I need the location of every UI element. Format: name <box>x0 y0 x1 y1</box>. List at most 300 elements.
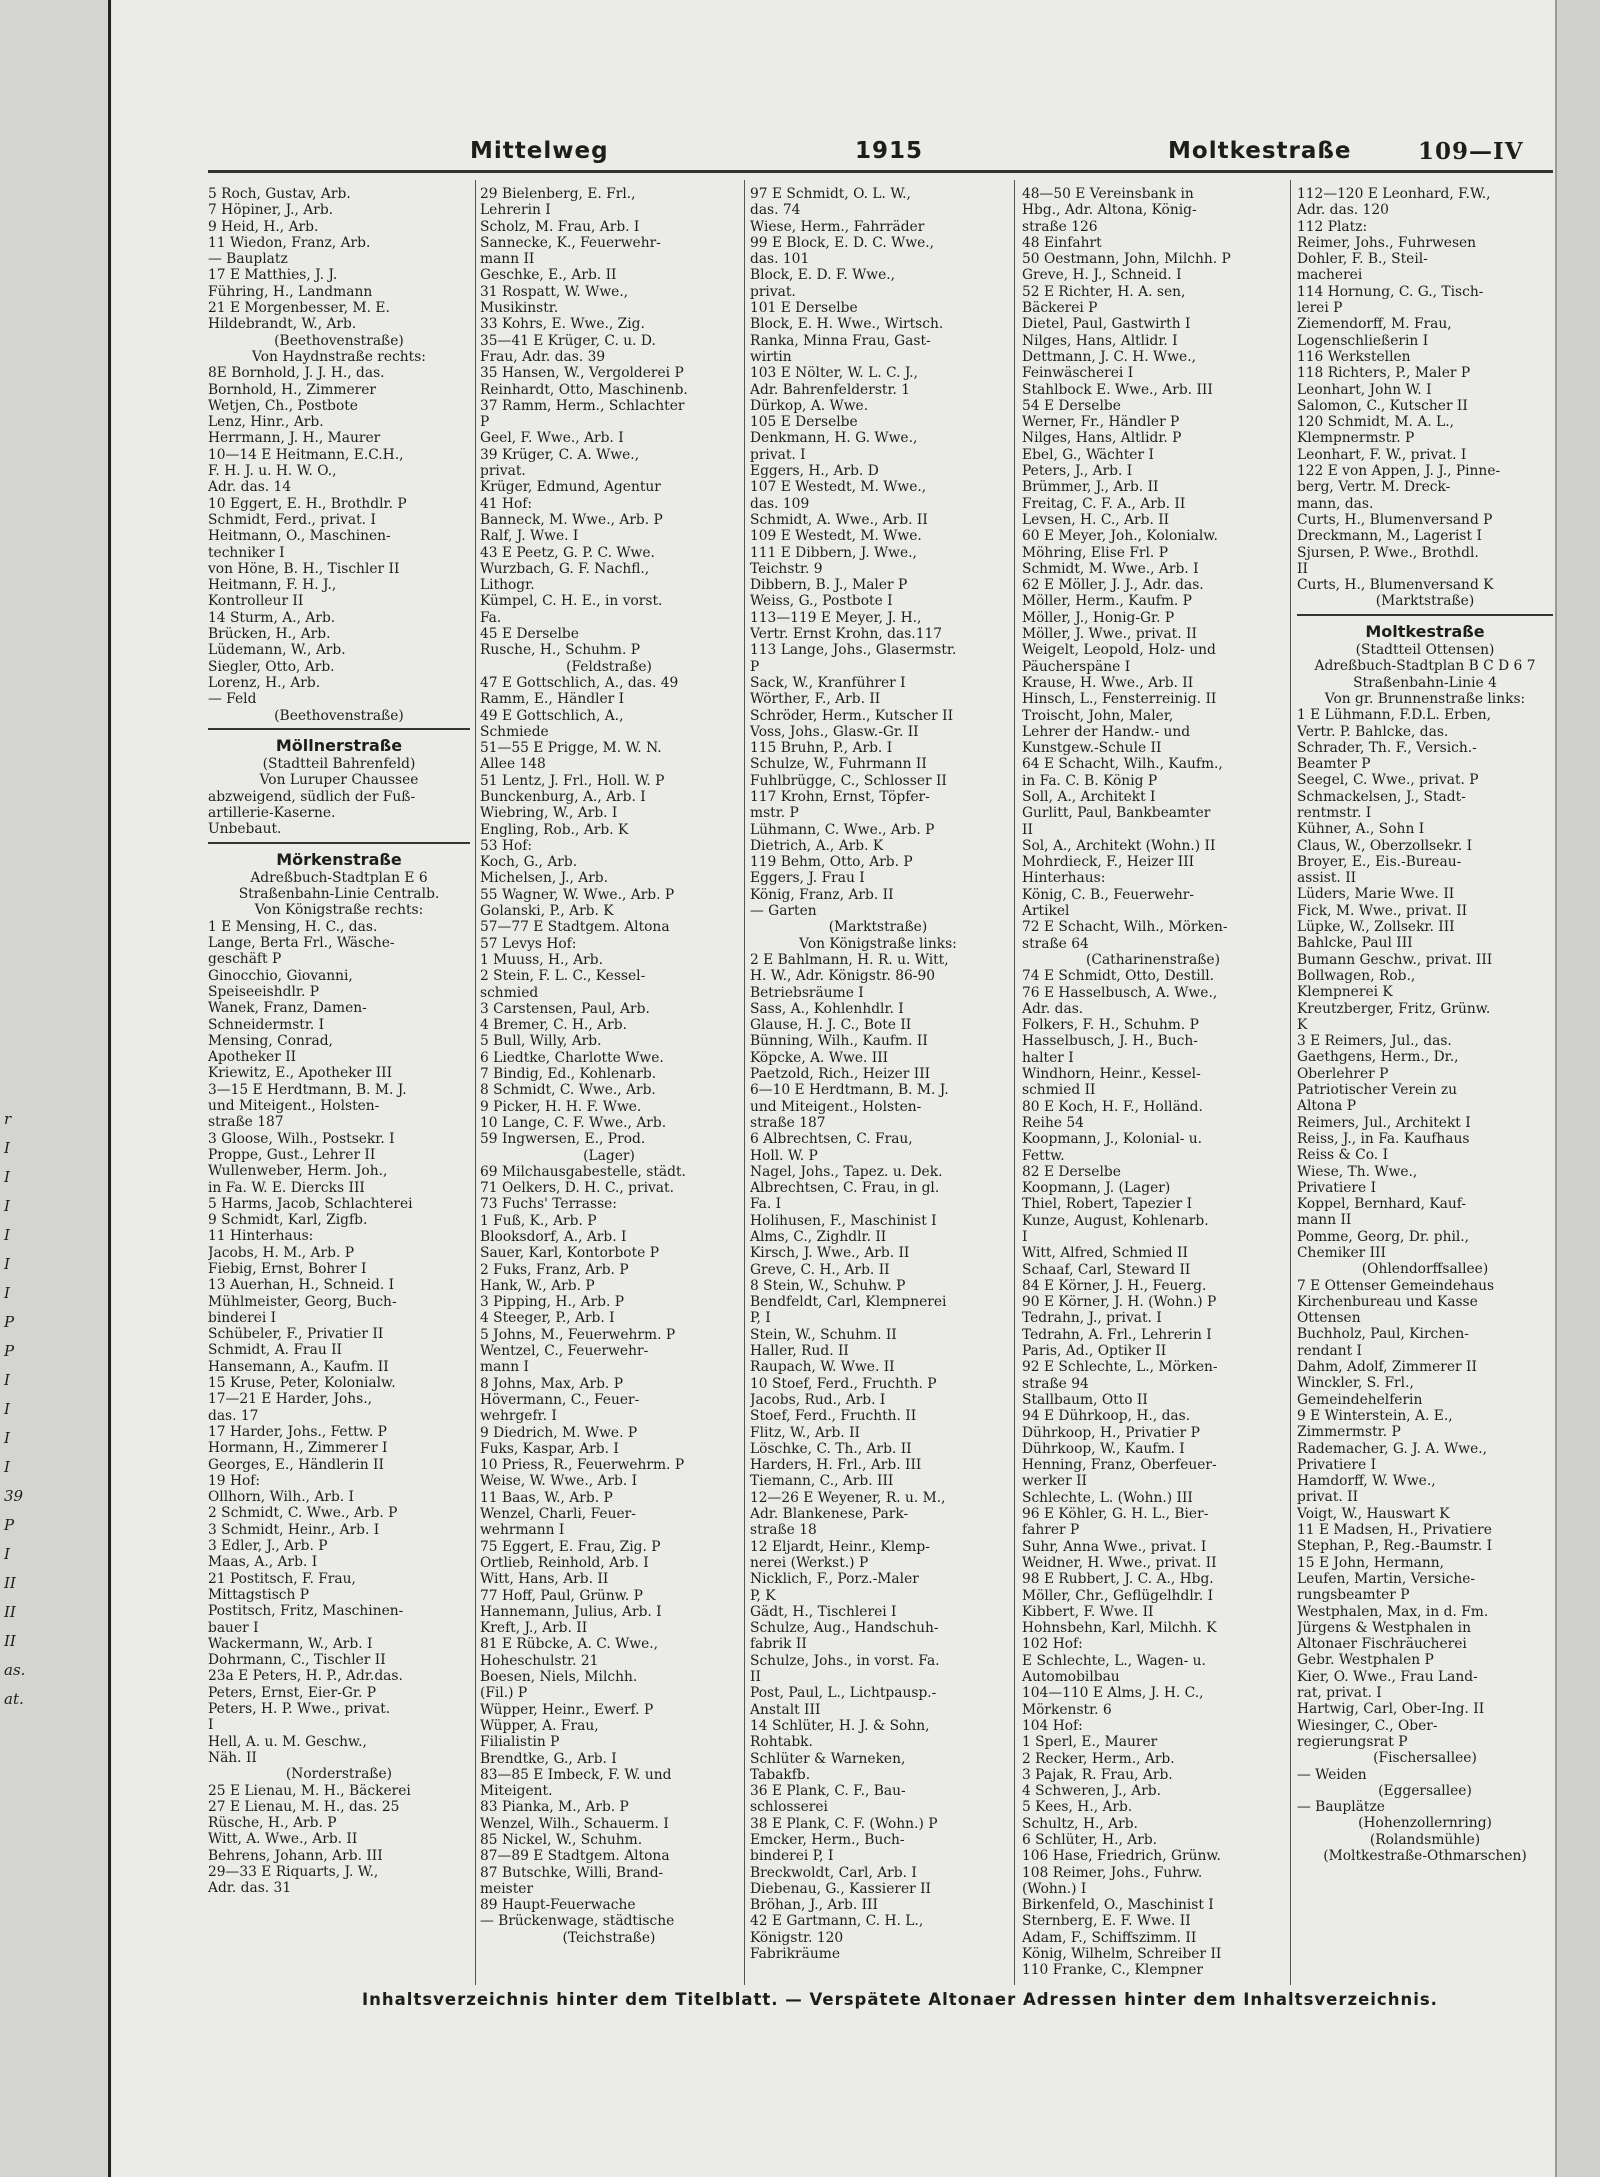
directory-entry: 8E Bornhold, J. J. H., das. <box>208 365 385 382</box>
directory-entry: 5 Kees, H., Arb. <box>1022 1799 1133 1816</box>
directory-entry: 49 E Gottschlich, A., <box>480 707 624 724</box>
directory-entry: regierungsrat P <box>1297 1733 1408 1750</box>
directory-entry: Reiss & Co. I <box>1297 1147 1389 1164</box>
directory-entry: Jürgens & Westphalen in <box>1297 1619 1471 1636</box>
directory-entry: 17 Harder, Johs., Fettw. P <box>208 1423 387 1440</box>
directory-entry: 51 Lentz, J. Frl., Holl. W. P <box>480 772 665 789</box>
directory-entry: 38 E Plank, C. F. (Wohn.) P <box>750 1815 938 1832</box>
directory-entry: Hannemann, Julius, Arb. I <box>480 1603 662 1620</box>
directory-entry: Koch, G., Arb. <box>480 854 578 871</box>
directory-entry: Mohrdieck, F., Heizer III <box>1022 854 1195 871</box>
directory-entry: 5 Harms, Jacob, Schlachterei <box>208 1195 413 1212</box>
directory-entry: 1 E Mensing, H. C., das. <box>208 918 378 935</box>
directory-entry: Adreßbuch-Stadtplan E 6 <box>250 869 428 886</box>
directory-entry: Dührkoop, H., Privatier P <box>1022 1424 1200 1441</box>
directory-entry: 76 E Hasselbusch, A. Wwe., <box>1022 984 1218 1001</box>
directory-entry: 3 Schmidt, Heinr., Arb. I <box>208 1521 380 1538</box>
directory-entry: Weidner, H. Wwe., privat. II <box>1022 1554 1217 1571</box>
margin-mark: P <box>4 1516 15 1534</box>
directory-entry: Jacobs, H. M., Arb. P <box>208 1244 355 1261</box>
directory-entry: 2 Fuks, Franz, Arb. P <box>480 1261 629 1278</box>
directory-entry: 3—15 E Herdtmann, B. M. J. <box>208 1081 407 1098</box>
directory-entry: Windhorn, Heinr., Kessel- <box>1022 1066 1201 1083</box>
directory-entry: (Eggersallee) <box>1378 1782 1472 1799</box>
directory-entry: abzweigend, südlich der Fuß- <box>208 788 416 805</box>
directory-entry: Hansemann, A., Kaufm. II <box>208 1358 389 1375</box>
directory-entry: Eggers, H., Arb. D <box>750 463 879 480</box>
directory-entry: 17 E Matthies, J. J. <box>208 267 338 284</box>
page-number: 109—IV <box>1418 138 1524 165</box>
directory-entry: Brendtke, G., Arb. I <box>480 1750 617 1767</box>
directory-entry: 5 Roch, Gustav, Arb. <box>208 186 351 202</box>
column-4 <box>1022 186 1284 1986</box>
directory-entry: (Catharinenstraße) <box>1086 951 1220 968</box>
directory-entry: 6 Liedtke, Charlotte Wwe. <box>480 1049 664 1066</box>
directory-entry: 33 Kohrs, E. Wwe., Zig. <box>480 316 645 333</box>
margin-mark: II <box>4 1603 16 1621</box>
directory-entry: Schneidermstr. I <box>208 1016 325 1033</box>
directory-entry: Gädt, H., Tischlerei I <box>750 1603 897 1620</box>
directory-entry: Maas, A., Arb. I <box>208 1554 318 1571</box>
directory-entry: 57—77 E Stadtgem. Altona <box>480 919 670 936</box>
directory-entry: 60 E Meyer, Joh., Kolonialw. <box>1022 528 1218 545</box>
directory-entry: Filialistin P <box>480 1734 560 1751</box>
directory-entry: Adreßbuch-Stadtplan B C D 6 7 <box>1314 658 1536 675</box>
directory-entry: 54 E Derselbe <box>1022 397 1121 414</box>
directory-entry: 9 Schmidt, Karl, Zigfb. <box>208 1212 368 1229</box>
directory-entry: 7 Höpiner, J., Arb. <box>208 202 334 219</box>
directory-entry: 99 E Block, E. D. C. Wwe., <box>750 234 935 251</box>
directory-entry: Wurzbach, G. F. Nachfl., <box>480 560 650 577</box>
directory-entry: 8 Stein, W., Schuhw. P <box>750 1277 906 1294</box>
directory-entry: 29—33 E Riquarts, J. W., <box>208 1863 379 1880</box>
directory-entry: Beamter P <box>1297 756 1371 773</box>
directory-entry: 50 Oestmann, John, Milchh. P <box>1022 251 1231 268</box>
directory-entry: Betriebsräume I <box>750 984 864 1001</box>
margin-mark: r <box>4 1110 12 1128</box>
directory-entry: Stahlbock E. Wwe., Arb. III <box>1022 381 1213 398</box>
directory-entry: straße 187 <box>208 1114 284 1131</box>
directory-entry: privat. I <box>750 446 806 463</box>
directory-entry: 6—10 E Herdtmann, B. M. J. <box>750 1082 949 1099</box>
directory-entry: 15 E John, Hermann, <box>1297 1554 1445 1571</box>
directory-entry: das. 109 <box>750 495 810 512</box>
margin-mark: I <box>4 1400 10 1418</box>
directory-entry: 97 E Schmidt, O. L. W., <box>750 186 911 202</box>
directory-entry: Dührkoop, W., Kaufm. I <box>1022 1440 1185 1457</box>
directory-entry: Hohnsbehn, Karl, Milchh. K <box>1022 1620 1217 1637</box>
directory-entry: König, Franz, Arb. II <box>750 886 894 903</box>
directory-entry: 92 E Schlechte, L., Mörken- <box>1022 1359 1218 1376</box>
directory-entry: und Miteigent., Holsten- <box>208 1098 380 1115</box>
directory-entry: P <box>480 414 490 431</box>
directory-entry: (Beethovenstraße) <box>274 707 404 724</box>
directory-entry: Post, Paul, L., Lichtpausp.- <box>750 1685 937 1702</box>
directory-entry: 36 E Plank, C. F., Bau- <box>750 1783 906 1800</box>
directory-entry: — Feld <box>208 691 257 708</box>
directory-entry: Soll, A., Architekt I <box>1022 788 1156 805</box>
directory-entry: Koppel, Bernhard, Kauf- <box>1297 1196 1467 1213</box>
directory-entry: Hell, A. u. M. Geschw., <box>208 1733 367 1750</box>
directory-entry: Anstalt III <box>750 1701 821 1718</box>
directory-entry: 4 Schweren, J., Arb. <box>1022 1783 1162 1800</box>
directory-entry: Broyer, E., Eis.-Bureau- <box>1297 853 1462 870</box>
directory-entry: in Fa. W. E. Diercks III <box>208 1179 365 1196</box>
directory-entry: Fuhlbrügge, C., Schlosser II <box>750 772 947 789</box>
directory-entry: straße 126 <box>1022 218 1098 235</box>
directory-entry: 3 Pipping, H., Arb. P <box>480 1294 625 1311</box>
section-rule <box>1297 614 1553 616</box>
directory-entry: Schlechte, L. (Wohn.) III <box>1022 1489 1193 1506</box>
directory-entry: Lühmann, C. Wwe., Arb. P <box>750 821 935 838</box>
directory-entry: Weigelt, Leopold, Holz- und <box>1022 642 1216 659</box>
directory-entry: mann II <box>1297 1212 1352 1229</box>
directory-entry: Schmackelsen, J., Stadt- <box>1297 788 1466 805</box>
directory-entry: P <box>750 658 760 675</box>
directory-entry: I <box>1022 1229 1028 1245</box>
directory-entry: 11 Wiedon, Franz, Arb. <box>208 234 371 251</box>
directory-entry: Michelsen, J., Arb. <box>480 870 609 887</box>
margin-mark: P <box>4 1342 15 1360</box>
directory-entry: Birkenfeld, O., Maschinist I <box>1022 1897 1214 1914</box>
directory-entry: Westphalen, Max, in d. Fm. <box>1297 1603 1489 1620</box>
directory-entry: berg, Vertr. M. Dreck- <box>1297 479 1451 496</box>
directory-entry: 109 E Westedt, M. Wwe. <box>750 528 922 545</box>
directory-entry: Dietel, Paul, Gastwirth I <box>1022 316 1191 333</box>
directory-entry: Eggers, J. Frau I <box>750 870 865 887</box>
directory-entry: Fa. I <box>750 1196 782 1213</box>
directory-entry: straße 187 <box>750 1114 826 1131</box>
footer-note: Inhaltsverzeichnis hinter dem Titelblatt. — Verspätete Altonaer Adressen hinter dem Inhaltsverzeichnis. <box>362 1990 1438 2009</box>
directory-entry: Flitz, W., Arb. II <box>750 1424 860 1441</box>
directory-entry: Lehrer der Handw.- und <box>1022 723 1191 740</box>
directory-entry: 110 Franke, C., Klempner <box>1022 1962 1203 1979</box>
directory-entry: 10 Lange, C. F. Wwe., Arb. <box>480 1114 667 1131</box>
directory-entry: (Marktstraße) <box>1375 593 1475 610</box>
directory-entry: (Stadtteil Ottensen) <box>1355 642 1495 659</box>
directory-entry: Boesen, Niels, Milchh. <box>480 1669 638 1686</box>
directory-entry: Curts, H., Blumenversand P <box>1297 511 1493 528</box>
directory-entry: 11 Baas, W., Arb. P <box>480 1489 613 1506</box>
directory-entry: — Bauplätze <box>1297 1799 1385 1816</box>
directory-entry: Haller, Rud. II <box>750 1343 849 1360</box>
directory-entry: 114 Hornung, C. G., Tisch- <box>1297 283 1484 300</box>
directory-entry: Jacobs, Rud., Arb. I <box>750 1391 886 1408</box>
directory-entry: 81 E Rübcke, A. C. Wwe., <box>480 1636 659 1653</box>
directory-entry: Block, E. D. F. Wwe., <box>750 267 896 284</box>
directory-entry: Kriewitz, E., Apotheker III <box>208 1065 393 1082</box>
directory-entry: Albrechtsen, C. Frau, in gl. <box>750 1180 940 1197</box>
directory-entry: Von gr. Brunnenstraße links: <box>1324 690 1526 707</box>
directory-entry: Wentzel, C., Feuerwehr- <box>480 1343 649 1360</box>
directory-entry: F. H. J. u. H. W. O., <box>208 463 337 480</box>
directory-entry: 96 E Köhler, G. H. L., Bier- <box>1022 1506 1209 1523</box>
directory-entry: Tabakfb. <box>750 1766 811 1783</box>
directory-entry: 47 E Gottschlich, A., das. 49 <box>480 674 679 691</box>
directory-entry: Adr. das. 14 <box>208 479 292 496</box>
directory-entry: Kier, O. Wwe., Frau Land- <box>1297 1668 1478 1685</box>
directory-entry: Vertr. Ernst Krohn, das.117 <box>750 626 943 643</box>
directory-entry: Tedrahn, A. Frl., Lehrerin I <box>1022 1326 1212 1343</box>
directory-entry: Ralf, J. Wwe. I <box>480 528 579 545</box>
directory-entry: Klempnerei K <box>1297 984 1393 1001</box>
directory-entry: Mörkenstr. 6 <box>1022 1701 1112 1718</box>
directory-entry: Troischt, John, Maler, <box>1022 707 1174 724</box>
directory-entry: P, I <box>750 1310 771 1327</box>
column-divider <box>475 180 476 1985</box>
directory-entry: 107 E Westedt, M. Wwe., <box>750 479 927 496</box>
directory-entry: P, K <box>750 1587 776 1604</box>
directory-entry: 3 Pajak, R. Frau, Arb. <box>1022 1766 1173 1783</box>
directory-entry: Greve, C. H., Arb. II <box>750 1261 890 1278</box>
directory-entry: Geel, F. Wwe., Arb. I <box>480 430 624 447</box>
directory-entry: mann, das. <box>1297 495 1374 512</box>
directory-entry: Kreutzberger, Fritz, Grünw. <box>1297 1000 1491 1017</box>
directory-entry: 69 Milchausgabestelle, städt. <box>480 1163 686 1180</box>
directory-entry: Hormann, H., Zimmerer I <box>208 1440 388 1457</box>
directory-entry: (Hohenzollernring) <box>1358 1815 1492 1832</box>
margin-mark: II <box>4 1574 16 1592</box>
directory-entry: Nagel, Johs., Tapez. u. Dek. <box>750 1163 943 1180</box>
directory-entry: 2 E Bahlmann, H. R. u. Witt, <box>750 951 949 968</box>
directory-entry: 83 Pianka, M., Arb. P <box>480 1799 629 1816</box>
directory-entry: Block, E. H. Wwe., Wirtsch. <box>750 316 944 333</box>
directory-entry: 35 Hansen, W., Vergolderei P <box>480 365 684 382</box>
directory-entry: Folkers, F. H., Schuhm. P <box>1022 1017 1199 1034</box>
directory-entry: 29 Bielenberg, E. Frl., <box>480 186 636 202</box>
directory-entry: Kibbert, F. Wwe. II <box>1022 1603 1154 1620</box>
directory-entry: Holl. W. P <box>750 1147 818 1164</box>
directory-entry: Mühlmeister, Georg, Buch- <box>208 1293 397 1310</box>
directory-entry: (Feldstraße) <box>566 658 652 675</box>
directory-entry: H. W., Adr. Königstr. 86-90 <box>750 968 935 985</box>
directory-entry: Wiesinger, C., Ober- <box>1297 1717 1438 1734</box>
directory-entry: Ebel, G., Wächter I <box>1022 446 1154 463</box>
directory-entry: Privatiere I <box>1297 1456 1377 1473</box>
directory-entry: 103 E Nölter, W. L. C. J., <box>750 365 919 382</box>
directory-entry: Straßenbahn-Linie Centralb. <box>238 886 440 903</box>
directory-entry: 4 Steeger, P., Arb. I <box>480 1310 615 1327</box>
directory-entry: schmied II <box>1022 1082 1096 1099</box>
directory-entry: rat, privat. I <box>1297 1685 1382 1702</box>
margin-mark: I <box>4 1139 10 1157</box>
directory-entry: Ziemendorff, M. Frau, <box>1297 316 1452 333</box>
directory-entry: nerei (Werkst.) P <box>750 1554 869 1571</box>
directory-entry: Weiss, G., Postbote I <box>750 593 893 610</box>
directory-entry: Bäckerei P <box>1022 300 1098 317</box>
directory-entry: 21 Postitsch, F. Frau, <box>208 1570 356 1587</box>
directory-entry: Holihusen, F., Maschinist I <box>750 1212 937 1229</box>
margin-mark: at. <box>4 1690 24 1708</box>
directory-entry: Lithogr. <box>480 577 535 594</box>
directory-entry: Kontrolleur II <box>208 593 304 610</box>
directory-entry: 98 E Rubbert, J. C. A., Hbg. <box>1022 1571 1214 1588</box>
directory-entry: 45 E Derselbe <box>480 626 579 643</box>
directory-entry: Dettmann, J. C. H. Wwe., <box>1022 348 1196 365</box>
directory-entry: 108 Reimer, Johs., Fuhrw. <box>1022 1864 1203 1881</box>
directory-entry: Sack, W., Kranführer I <box>750 674 906 691</box>
directory-entry: — Weiden <box>1297 1766 1367 1783</box>
directory-entry: von Höne, B. H., Tischler II <box>208 560 400 577</box>
directory-entry: Mensing, Conrad, <box>208 1032 333 1049</box>
street-heading: Möllnerstraße <box>275 735 403 755</box>
column-divider <box>1290 180 1291 1985</box>
directory-entry: Hinsch, L., Fensterreinig. II <box>1022 691 1217 708</box>
directory-entry: 112 Platz: <box>1297 218 1368 235</box>
directory-entry: Schrader, Th. F., Versich.- <box>1297 739 1477 756</box>
directory-entry: schmied <box>480 984 539 1001</box>
directory-entry: Von Haydnstraße rechts: <box>252 348 426 365</box>
directory-entry: Pomme, Georg, Dr. phil., <box>1297 1228 1470 1245</box>
directory-entry: 87—89 E Stadtgem. Altona <box>480 1848 670 1865</box>
directory-entry: Gaethgens, Herm., Dr., <box>1297 1049 1459 1066</box>
directory-entry: Peters, H. P. Wwe., privat. <box>208 1701 391 1718</box>
directory-entry: Krause, H. Wwe., Arb. II <box>1022 674 1194 691</box>
directory-entry: Ranka, Minna Frau, Gast- <box>750 332 931 349</box>
directory-entry: Georges, E., Händlerin II <box>208 1456 384 1473</box>
directory-entry: Voigt, W., Hauswart K <box>1297 1505 1450 1522</box>
margin-mark: I <box>4 1429 10 1447</box>
directory-entry: Oberlehrer P <box>1297 1065 1389 1082</box>
directory-entry: 1 Fuß, K., Arb. P <box>480 1212 597 1229</box>
directory-entry: 9 Heid, H., Arb. <box>208 218 319 235</box>
directory-entry: Artikel <box>1022 903 1070 920</box>
directory-entry: 31 Rospatt, W. Wwe., <box>480 283 629 300</box>
directory-entry: Wenzel, Charli, Feuer- <box>480 1506 636 1523</box>
directory-entry: 8 Schmidt, C. Wwe., Arb. <box>480 1082 656 1099</box>
margin-mark: I <box>4 1458 10 1476</box>
directory-entry: 10—14 E Heitmann, E.C.H., <box>208 446 404 463</box>
directory-entry: Gurlitt, Paul, Bankbeamter <box>1022 805 1211 822</box>
directory-entry: privat. <box>480 463 526 480</box>
directory-entry: 117 Krohn, Ernst, Töpfer- <box>750 788 930 805</box>
directory-entry: (Stadtteil Bahrenfeld) <box>262 756 416 773</box>
directory-entry: Werner, Fr., Händler P <box>1022 414 1180 431</box>
directory-entry: 51—55 E Prigge, M. W. N. <box>480 740 662 757</box>
directory-entry: Lüdemann, W., Arb. <box>208 642 346 659</box>
directory-entry: Dohler, F. B., Steil- <box>1297 251 1428 268</box>
directory-entry: privat. <box>750 283 796 300</box>
directory-entry: 52 E Richter, H. A. sen, <box>1022 283 1186 300</box>
directory-entry: 116 Werkstellen <box>1297 348 1411 365</box>
directory-entry: Emcker, Herm., Buch- <box>750 1831 905 1848</box>
directory-entry: Ottensen <box>1297 1310 1361 1327</box>
directory-entry: 101 E Derselbe <box>750 300 858 317</box>
directory-entry: 77 Hoff, Paul, Grünw. P <box>480 1587 643 1604</box>
directory-entry: Postitsch, Fritz, Maschinen- <box>208 1603 404 1620</box>
directory-entry: Gemeindehelferin <box>1297 1391 1423 1408</box>
directory-entry: Schröder, Herm., Kutscher II <box>750 707 954 724</box>
directory-entry: 115 Bruhn, P., Arb. I <box>750 740 893 757</box>
directory-entry: Weise, W. Wwe., Arb. I <box>480 1473 638 1490</box>
directory-entry: Bornhold, H., Zimmerer <box>208 381 377 398</box>
directory-entry: Lange, Berta Frl., Wäsche- <box>208 935 395 952</box>
directory-entry: Kunze, August, Kohlenarb. <box>1022 1212 1209 1229</box>
column-divider <box>744 180 745 1985</box>
directory-entry: 2 Stein, F. L. C., Kessel- <box>480 968 646 985</box>
directory-entry: 10 Eggert, E. H., Brothdlr. P <box>208 495 407 512</box>
directory-entry: Von Luruper Chaussee <box>259 772 419 789</box>
directory-entry: fahrer P <box>1022 1522 1080 1539</box>
directory-entry: assist. II <box>1297 870 1357 887</box>
directory-entry: (Marktstraße) <box>828 919 928 936</box>
directory-entry: straße 94 <box>1022 1375 1089 1392</box>
directory-entry: 71 Oelkers, D. H. C., privat. <box>480 1180 674 1197</box>
directory-entry: Privatiere I <box>1297 1179 1377 1196</box>
directory-entry: mann I <box>480 1359 529 1376</box>
directory-entry: 122 E von Appen, J. J., Pinne- <box>1297 463 1501 480</box>
directory-entry: (Wohn.) I <box>1022 1880 1087 1897</box>
directory-entry: 2 Schmidt, C. Wwe., Arb. P <box>208 1505 398 1522</box>
directory-entry: Paris, Ad., Optiker II <box>1022 1343 1167 1360</box>
running-head-left: Mittelweg <box>470 138 609 164</box>
directory-entry: K <box>1297 1016 1308 1033</box>
directory-entry: Heitmann, O., Maschinen- <box>208 528 391 545</box>
directory-entry: 120 Schmidt, M. A. L., <box>1297 414 1454 431</box>
directory-entry: rungsbeamter P <box>1297 1587 1410 1604</box>
directory-entry: Wanek, Franz, Damen- <box>208 1000 367 1017</box>
directory-entry: Sjursen, P. Wwe., Brothdl. <box>1297 544 1479 561</box>
directory-entry: mann II <box>480 251 535 268</box>
directory-entry: Adr. Bahrenfelderstr. 1 <box>750 381 911 398</box>
directory-entry: Kirchenbureau und Kasse <box>1297 1293 1478 1310</box>
directory-entry: Bünning, Wilh., Kaufm. II <box>750 1033 928 1050</box>
directory-entry: das. 17 <box>208 1407 259 1424</box>
directory-entry: Engling, Rob., Arb. K <box>480 821 629 838</box>
directory-entry: 48—50 E Vereinsbank in <box>1022 186 1194 202</box>
directory-entry: Schultz, H., Arb. <box>1022 1815 1138 1832</box>
directory-entry: privat. II <box>1297 1489 1359 1506</box>
directory-entry: (Fil.) P <box>480 1685 528 1702</box>
directory-entry: Heitmann, F. H. J., <box>208 577 337 594</box>
directory-entry: Reinhardt, Otto, Maschinenb. <box>480 381 688 398</box>
directory-entry: Möller, J., Honig-Gr. P <box>1022 609 1175 626</box>
directory-entry: 10 Priess, R., Feuerwehrm. P <box>480 1457 685 1474</box>
directory-entry: König, C. B., Feuerwehr- <box>1022 886 1195 903</box>
directory-entry: E Schlechte, L., Wagen- u. <box>1022 1652 1206 1669</box>
directory-entry: 3 Carstensen, Paul, Arb. <box>480 1000 650 1017</box>
directory-entry: (Ohlendorffsallee) <box>1361 1261 1489 1278</box>
directory-entry: 21 E Morgenbesser, M. E. <box>208 300 390 317</box>
directory-entry: Suhr, Anna Wwe., privat. I <box>1022 1538 1207 1555</box>
directory-entry: Blooksdorf, A., Arb. I <box>480 1229 627 1245</box>
directory-entry: 11 E Madsen, H., Privatiere <box>1297 1522 1492 1539</box>
directory-entry: Leufen, Martin, Versiche- <box>1297 1570 1476 1587</box>
directory-entry: Bahlcke, Paul III <box>1297 935 1413 952</box>
directory-entry: Lenz, Hinr., Arb. <box>208 414 324 431</box>
directory-entry: Reihe 54 <box>1022 1114 1084 1131</box>
directory-entry: Herrmann, J. H., Maurer <box>208 430 381 447</box>
directory-entry: Stoef, Ferd., Fruchth. II <box>750 1408 917 1425</box>
directory-entry: — Garten <box>750 903 817 920</box>
directory-entry: 4 Bremer, C. H., Arb. <box>480 1017 627 1034</box>
directory-entry: Diebenau, G., Kassierer II <box>750 1880 932 1897</box>
directory-entry: 73 Fuchs' Terrasse: <box>480 1196 617 1213</box>
column-2 <box>480 186 738 1986</box>
directory-entry: Glause, H. J. C., Bote II <box>750 1017 912 1034</box>
directory-entry: wehrgefr. I <box>480 1408 557 1425</box>
page-edge <box>1555 0 1600 2177</box>
directory-entry: Kümpel, C. H. E., in vorst. <box>480 593 663 610</box>
directory-entry: Buchholz, Paul, Kirchen- <box>1297 1326 1469 1343</box>
directory-entry: Chemiker III <box>1297 1245 1386 1261</box>
directory-entry: Fa. <box>480 609 502 626</box>
directory-entry: Möller, J. Wwe., privat. II <box>1022 626 1197 643</box>
directory-entry: 9 Picker, H. H. F. Wwe. <box>480 1098 642 1115</box>
directory-entry: Vertr. P. Bahlcke, das. <box>1297 723 1449 740</box>
directory-entry: Sauer, Karl, Kontorbote P <box>480 1245 659 1262</box>
directory-entry: Denkmann, H. G. Wwe., <box>750 430 918 447</box>
